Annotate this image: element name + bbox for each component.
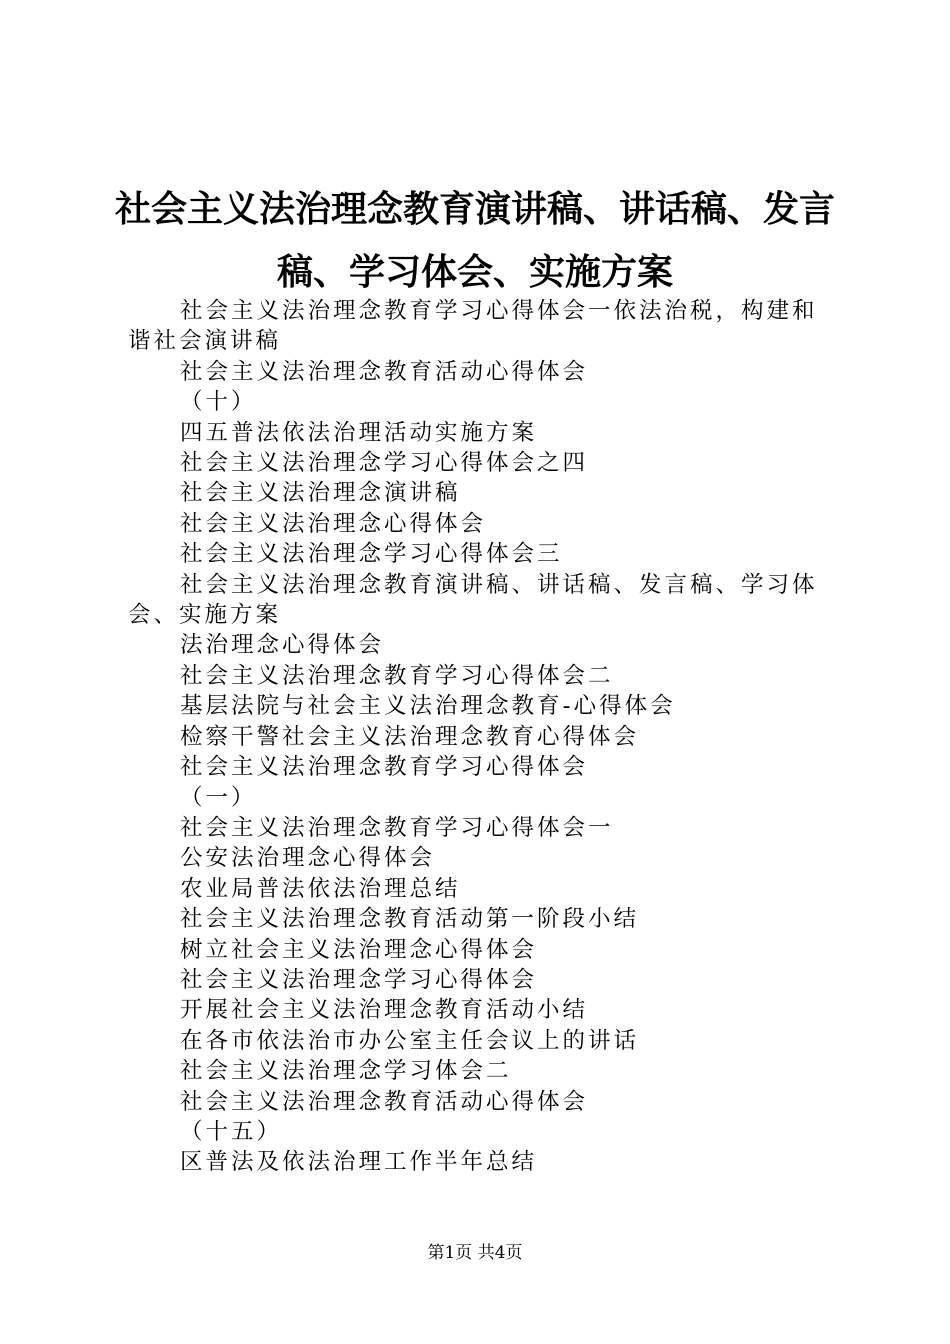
list-item: 社会主义法治理念学习心得体会之四 [180, 450, 589, 477]
list-item: （一） [180, 784, 257, 811]
page-footer: 第1页 共4页 [427, 1243, 523, 1263]
list-item: 社会主义法治理念教育活动第一阶段小结 [180, 906, 640, 933]
list-item: 社会主义法治理念学习心得体会三 [180, 541, 563, 568]
list-item: 农业局普法依法治理总结 [180, 875, 461, 902]
list-item: 社会主义法治理念教育学习心得体会二 [180, 662, 614, 689]
list-item: 社会主义法治理念演讲稿 [180, 480, 461, 507]
list-item: 公安法治理念心得体会 [180, 845, 436, 872]
list-item: 检察干警社会主义法治理念教育心得体会 [180, 723, 640, 750]
list-item: 社会主义法治理念教育学习心得体会一依法治税，构建和谐社会演讲稿 [128, 298, 818, 355]
list-item: 社会主义法治理念教育学习心得体会 [180, 754, 589, 781]
list-item: 社会主义法治理念心得体会 [180, 510, 487, 537]
list-item: 树立社会主义法治理念心得体会 [180, 936, 538, 963]
list-item: 四五普法依法治理活动实施方案 [180, 419, 538, 446]
list-item: 社会主义法治理念教育活动心得体会 [180, 358, 589, 385]
list-item: 基层法院与社会主义法治理念教育-心得体会 [180, 693, 676, 720]
list-item: 社会主义法治理念学习心得体会 [180, 966, 538, 993]
list-item: （十） [180, 389, 257, 416]
list-item: 社会主义法治理念教育学习心得体会一 [180, 814, 614, 841]
list-item: 法治理念心得体会 [180, 632, 385, 659]
list-item: 在各市依法治市办公室主任会议上的讲话 [180, 1027, 640, 1054]
list-item: 开展社会主义法治理念教育活动小结 [180, 997, 589, 1024]
list-item: 区普法及依法治理工作半年总结 [180, 1149, 538, 1176]
page-title: 社会主义法治理念教育演讲稿、讲话稿、发言稿、学习体会、实施方案 [114, 188, 835, 293]
list-item: 社会主义法治理念教育演讲稿、讲话稿、发言稿、学习体会、实施方案 [128, 571, 818, 629]
list-item: （十五） [180, 1118, 283, 1145]
list-item: 社会主义法治理念教育活动心得体会 [180, 1088, 589, 1115]
document-body [128, 296, 834, 1178]
list-item: 社会主义法治理念学习体会二 [180, 1058, 512, 1085]
